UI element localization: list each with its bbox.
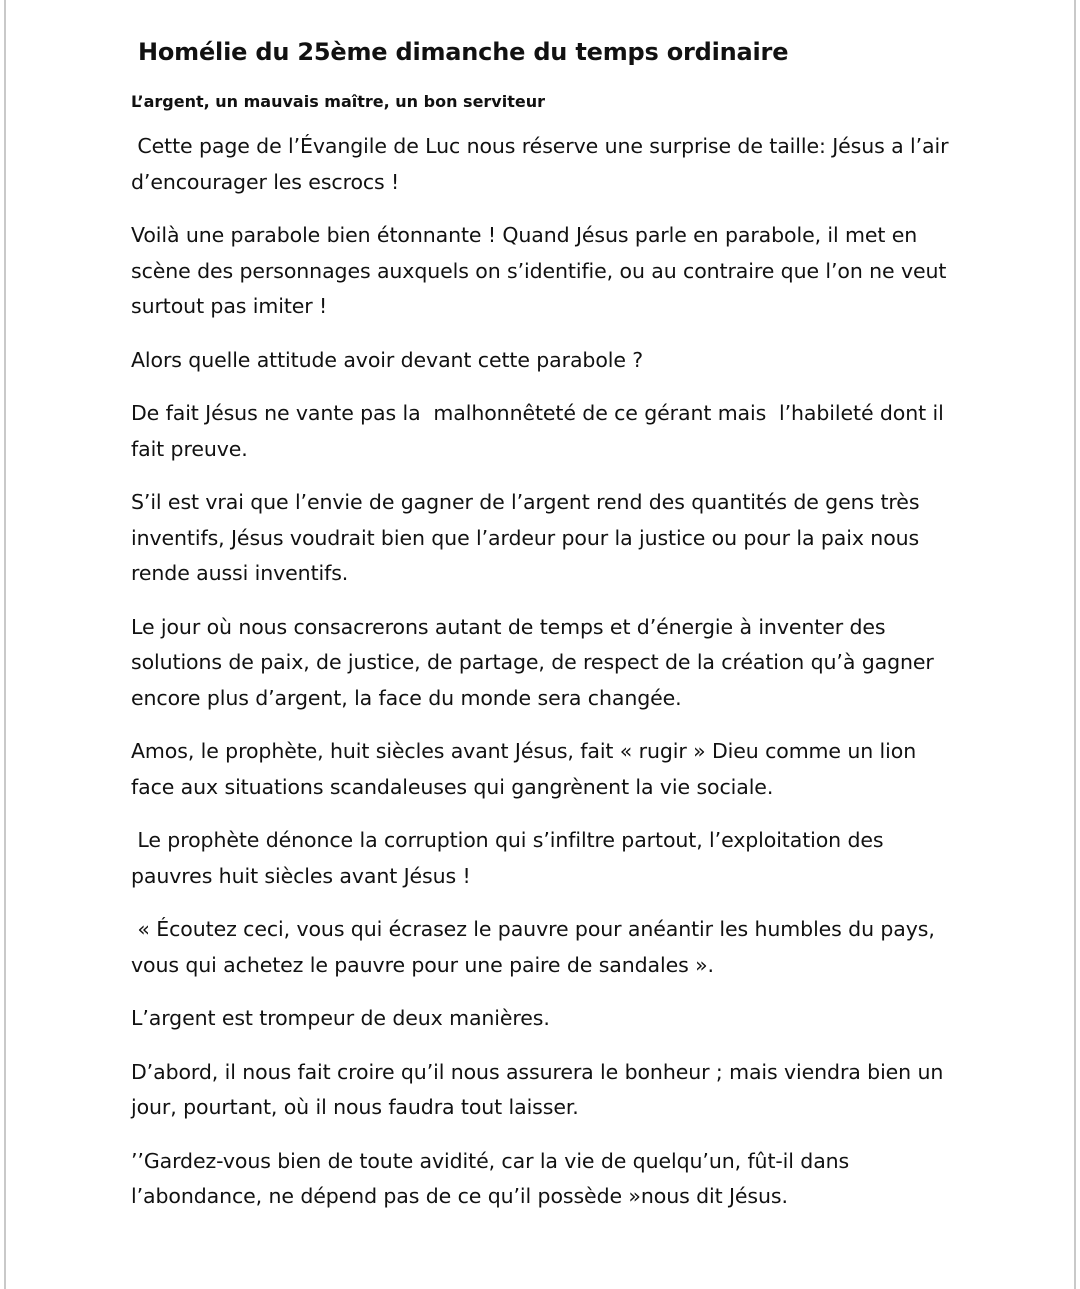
paragraph: De fait Jésus ne vante pas la malhonnêteté de ce gérant mais l’habileté dont il fait preuve.: [131, 401, 951, 461]
paragraph: Le prophète dénonce la corruption qui s’infiltre partout, l’exploitation des pauvres huit siècles avant Jésus !: [131, 828, 890, 888]
document-subtitle: L’argent, un mauvais maître, un bon serviteur: [131, 92, 545, 111]
page-edge-right: [1074, 0, 1076, 1289]
paragraph: S’il est vrai que l’envie de gagner de l’argent rend des quantités de gens très inventifs, Jésus voudrait bien que l’ardeur pour la justice ou pour la paix nous rende aussi inventifs.: [131, 490, 920, 585]
paragraph: Le jour où nous consacrerons autant de temps et d’énergie à inventer des solutions de paix, de justice, de partage, de respect de la création qu’à gagner encore plus d’argent, la face du monde sera changée.: [131, 614, 934, 710]
document-title: Homélie du 25ème dimanche du temps ordinaire: [138, 38, 789, 66]
paragraph: « Écoutez ceci, vous qui écrasez le pauvre pour anéantir les humbles du pays, vous qui achetez le pauvre pour une paire de sandales ».: [131, 917, 942, 977]
paragraph: Voilà une parabole bien étonnante ! Quand Jésus parle en parabole, il met en scène des personnages auxquels on s’identifie, ou au contraire que l’on ne veut surtout pas imiter !: [131, 223, 947, 318]
page-edge-left: [4, 0, 6, 1289]
paragraph: Alors quelle attitude avoir devant cette parabole ?: [131, 347, 644, 372]
paragraph: D’abord, il nous fait croire qu’il nous assurera le bonheur ; mais viendra bien un jour, pourtant, où il nous faudra tout laisser.: [131, 1059, 944, 1119]
paragraph: ’’Gardez-vous bien de toute avidité, car la vie de quelqu’un, fût-il dans l’abondance, ne dépend pas de ce qu’il possède »nous dit Jésus.: [131, 1148, 850, 1208]
document-body: [131, 34, 961, 1215]
paragraph: Amos, le prophète, huit siècles avant Jésus, fait « rugir » Dieu comme un lion face aux situations scandaleuses qui gangrènent la vie sociale.: [131, 739, 917, 799]
paragraph: Cette page de l’Évangile de Luc nous réserve une surprise de taille: Jésus a l’air d’encourager les escrocs !: [131, 134, 955, 194]
paragraph: L’argent est trompeur de deux manières.: [131, 1006, 550, 1030]
